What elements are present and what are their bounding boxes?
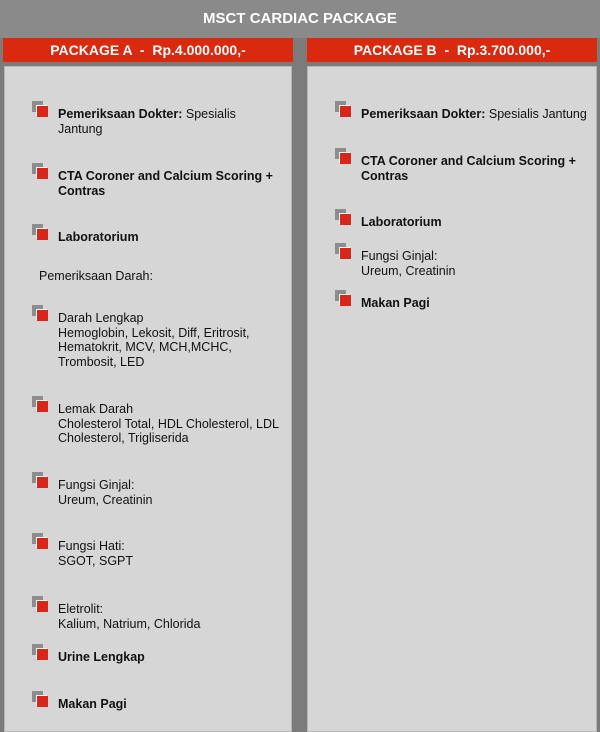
item-title: Darah Lengkap bbox=[58, 311, 144, 325]
item-detail: Spesialis bbox=[185, 107, 236, 121]
bullet-icon bbox=[32, 305, 48, 321]
item-detail: Hematokrit, MCV, MCH,MCHC, bbox=[58, 340, 232, 354]
item-detail: Hemoglobin, Lekosit, Diff, Eritrosit, bbox=[58, 325, 250, 340]
list-item bbox=[361, 249, 596, 278]
bullet-icon bbox=[32, 644, 48, 660]
list-item bbox=[58, 311, 290, 369]
list-item bbox=[58, 602, 290, 631]
bullet-icon bbox=[32, 101, 48, 117]
bullet-icon bbox=[32, 533, 48, 549]
item-title: Laboratorium bbox=[58, 230, 139, 244]
item-detail: Ureum, Creatinin bbox=[58, 492, 153, 507]
item-detail: Cholesterol Total, HDL Cholesterol, LDL bbox=[58, 416, 279, 431]
bullet-icon bbox=[335, 243, 351, 259]
bullet-icon bbox=[32, 163, 48, 179]
bullet-icon bbox=[32, 691, 48, 707]
bullet-icon bbox=[32, 224, 48, 240]
item-title: Eletrolit: bbox=[58, 602, 104, 616]
item-title: Pemeriksaan Dokter: bbox=[58, 107, 183, 121]
bullet-icon bbox=[32, 596, 48, 612]
list-item bbox=[58, 650, 145, 665]
list-item bbox=[58, 169, 290, 198]
package-b-panel bbox=[307, 66, 597, 732]
list-item bbox=[58, 697, 127, 712]
bullet-icon bbox=[32, 472, 48, 488]
list-item bbox=[361, 215, 442, 230]
page-title: MSCT CARDIAC PACKAGE bbox=[0, 0, 600, 38]
item-title: Urine Lengkap bbox=[58, 650, 145, 664]
item-detail: SGOT, SGPT bbox=[58, 553, 134, 568]
item-title: CTA Coroner and Calcium Scoring + bbox=[361, 154, 576, 168]
item-detail: Ureum, Creatinin bbox=[361, 263, 456, 278]
item-title: Fungsi Ginjal: bbox=[361, 249, 438, 263]
list-item bbox=[361, 107, 596, 122]
section-label: Pemeriksaan Darah: bbox=[39, 269, 153, 283]
bullet-icon bbox=[335, 209, 351, 225]
bullet-icon bbox=[32, 396, 48, 412]
item-title: Contras bbox=[58, 183, 106, 198]
bullet-icon bbox=[335, 101, 351, 117]
item-detail: Spesialis Jantung bbox=[488, 107, 587, 121]
item-title: CTA Coroner and Calcium Scoring + bbox=[58, 169, 273, 183]
list-item bbox=[58, 402, 290, 446]
item-title: Laboratorium bbox=[361, 215, 442, 229]
item-title: Pemeriksaan Dokter: bbox=[361, 107, 486, 121]
item-title: Fungsi Hati: bbox=[58, 539, 125, 553]
list-item bbox=[58, 230, 139, 245]
item-title: Fungsi Ginjal: bbox=[58, 478, 135, 492]
list-item bbox=[58, 107, 288, 136]
bullet-icon bbox=[335, 148, 351, 164]
list-item bbox=[58, 478, 290, 507]
item-title: Contras bbox=[361, 168, 409, 183]
bullet-icon bbox=[335, 290, 351, 306]
item-detail: Trombosit, LED bbox=[58, 354, 145, 369]
package-b-header: PACKAGE B - Rp.3.700.000,- bbox=[307, 38, 597, 62]
item-detail: Kalium, Natrium, Chlorida bbox=[58, 616, 201, 631]
item-title: Makan Pagi bbox=[361, 296, 430, 310]
item-detail: Cholesterol, Trigliserida bbox=[58, 431, 189, 445]
package-a-panel bbox=[4, 66, 292, 732]
list-item bbox=[58, 539, 290, 568]
list-item bbox=[361, 296, 430, 311]
item-detail: Jantung bbox=[58, 121, 103, 136]
item-title: Makan Pagi bbox=[58, 697, 127, 711]
list-item bbox=[361, 154, 596, 183]
package-a-header: PACKAGE A - Rp.4.000.000,- bbox=[3, 38, 293, 62]
item-title: Lemak Darah bbox=[58, 402, 134, 416]
